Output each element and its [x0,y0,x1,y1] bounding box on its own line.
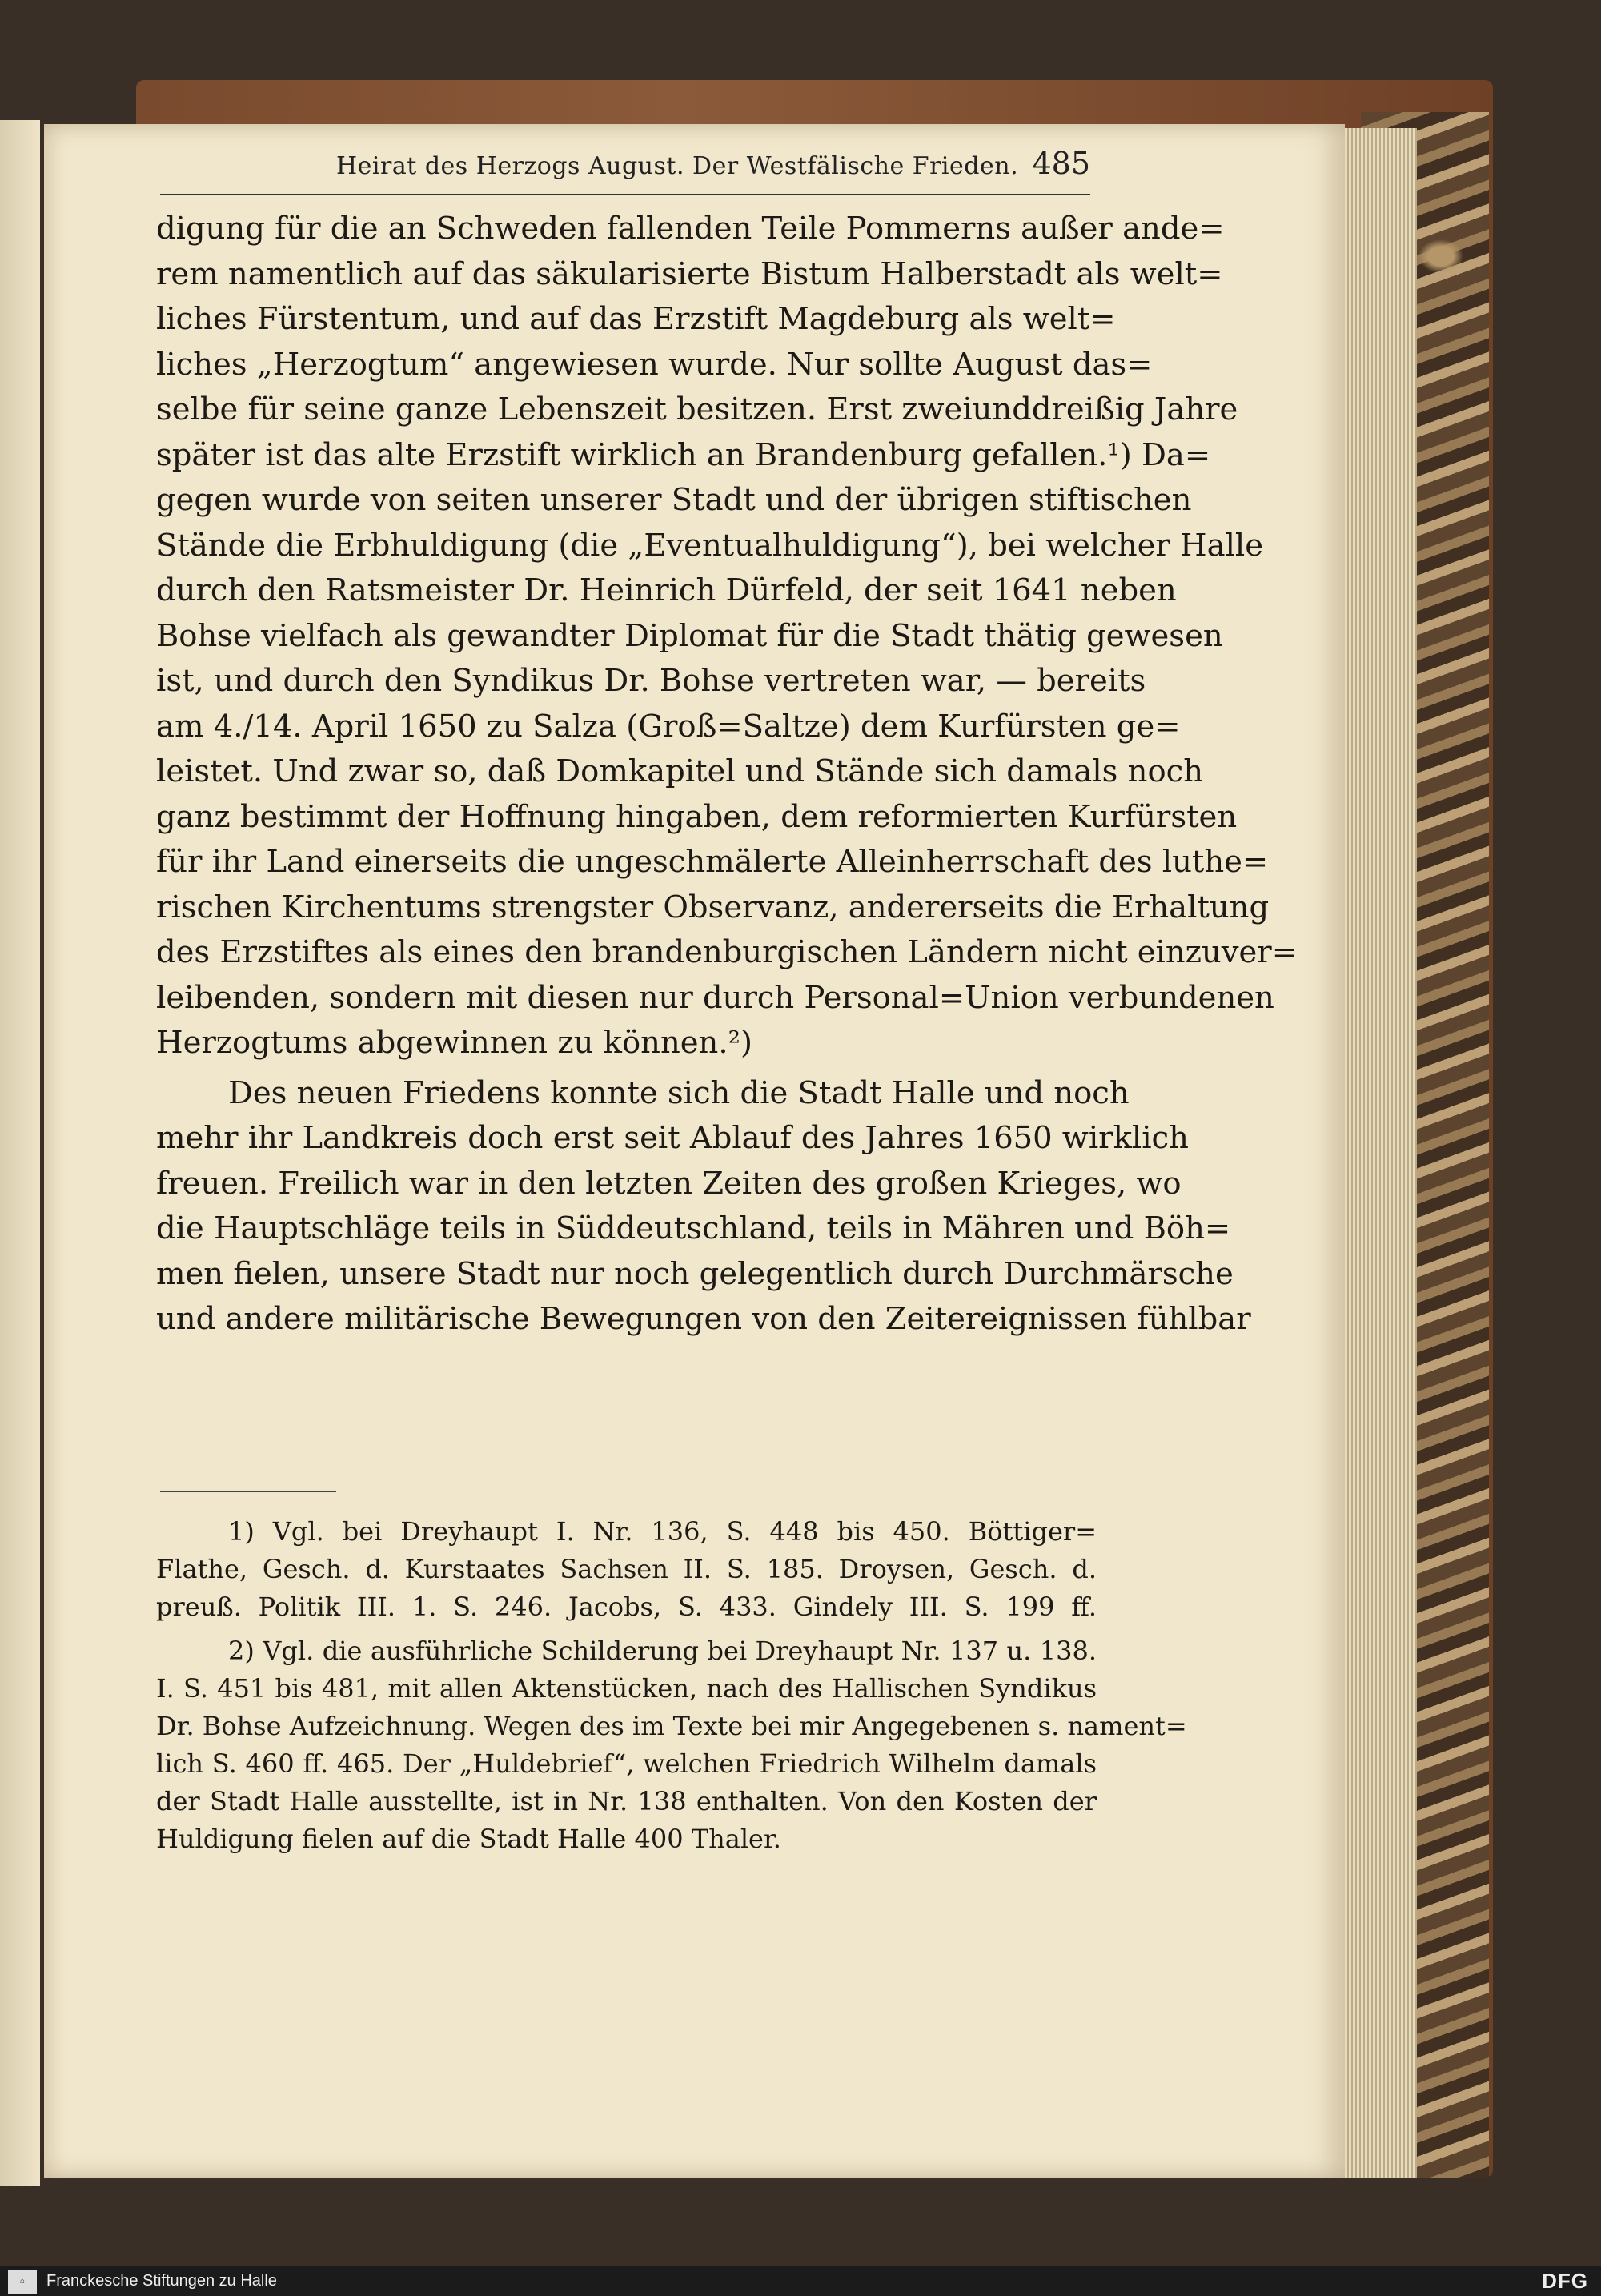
text-line: Des neuen Friedens konnte sich die Stadt Halle und noch [228,1074,1130,1111]
text-line: digung für die an Schweden fallenden Teile Pommerns außer ande= [156,211,1225,247]
paragraph-2 [156,1071,1251,1343]
text-line: rischen Kirchentums strengster Observanz, andererseits die Erhaltung [156,889,1270,925]
text-line: liches „Herzogtum“ angewiesen wurde. Nur sollte August das= [156,346,1153,383]
footnote-line: Dr. Bohse Aufzeichnung. Wegen des im Texte bei mir Angegebenen s. nament= [156,1711,1187,1741]
institution-name: Franckesche Stiftungen zu Halle [46,2272,277,2290]
footnote-line: I. S. 451 bis 481, mit allen Aktenstücken, nach des Hallischen Syndikus [156,1673,1097,1704]
paragraph-1 [156,207,1298,1066]
page-number: 485 [1032,146,1090,181]
text-line: liches Fürstentum, und auf das Erzstift Magdeburg als welt= [156,301,1116,337]
text-line: und andere militärische Bewegungen von den Zeitereignissen fühlbar [156,1301,1251,1337]
footnote-1 [156,1513,1097,1626]
main-text [156,207,1298,1343]
text-line: selbe für seine ganze Lebenszeit besitzen. Erst zweiunddreißig Jahre [156,391,1238,427]
footnote-line: preuß. Politik III. 1. S. 246. Jacobs, S. 433. Gindely III. S. 199 ff. [156,1592,1097,1622]
text-line: die Hauptschläge teils in Süddeutschland, teils in Mähren und Böh= [156,1210,1231,1246]
page-header [160,146,1090,195]
text-line: Bohse vielfach als gewandter Diplomat für die Stadt thätig gewesen [156,617,1223,654]
text-line: leistet. Und zwar so, daß Domkapitel und Stände sich damals noch [156,753,1204,789]
text-line: durch den Ratsmeister Dr. Heinrich Dürfeld, der seit 1641 neben [156,572,1177,608]
text-line: des Erzstiftes als eines den brandenburgischen Ländern nicht einzuver= [156,934,1298,970]
text-line: ganz bestimmt der Hoffnung hingaben, dem reformierten Kurfürsten [156,798,1238,835]
text-line: mehr ihr Landkreis doch erst seit Ablauf des Jahres 1650 wirklich [156,1120,1189,1156]
text-line: leibenden, sondern mit diesen nur durch Personal=Union verbundenen [156,979,1274,1016]
footnote-line: Flathe, Gesch. d. Kurstaates Sachsen II. S. 185. Droysen, Gesch. d. [156,1554,1097,1584]
footnote-line: 2) Vgl. die ausführliche Schilderung bei Dreyhaupt Nr. 137 u. 138. [228,1636,1097,1666]
text-line: men fielen, unsere Stadt nur noch gelegentlich durch Durchmärsche [156,1255,1234,1292]
footnote-2 [156,1632,1187,1858]
footnote-line: Huldigung fielen auf die Stadt Halle 400 Thaler. [156,1824,781,1854]
text-line: ist, und durch den Syndikus Dr. Bohse vertreten war, — bereits [156,663,1146,699]
text-line: Herzogtums abgewinnen zu können.²) [156,1025,753,1061]
footnote-separator [160,1491,336,1492]
institution-logo-icon: ⌂ [8,2270,37,2294]
running-head: Heirat des Herzogs August. Der Westfälische Frieden. [336,152,1019,180]
text-line: gegen wurde von seiten unserer Stadt und der übrigen stiftischen [156,482,1192,518]
facing-page-edge [0,120,40,2186]
dfg-logo: DFG [1542,2269,1588,2293]
footnote-line: lich S. 460 ff. 465. Der „Huldebrief“, welchen Friedrich Wilhelm damals [156,1748,1097,1779]
text-line: für ihr Land einerseits die ungeschmälerte Alleinherrschaft des luthe= [156,844,1269,880]
viewer-footer [0,2266,1601,2296]
footnote-line: 1) Vgl. bei Dreyhaupt I. Nr. 136, S. 448 bis 450. Böttiger= [228,1516,1097,1547]
text-line: rem namentlich auf das säkularisierte Bistum Halberstadt als welt= [156,255,1223,292]
text-line: freuen. Freilich war in den letzten Zeiten des großen Krieges, wo [156,1165,1182,1202]
footnotes [156,1513,1187,1858]
text-line: später ist das alte Erzstift wirklich an Brandenburg gefallen.¹) Da= [156,436,1211,473]
text-line: am 4./14. April 1650 zu Salza (Groß=Saltze) dem Kurfürsten ge= [156,708,1181,745]
page-block-edges [1345,128,1417,2178]
footnote-line: der Stadt Halle ausstellte, ist in Nr. 138 enthalten. Von den Kosten der [156,1786,1097,1816]
text-line: Stände die Erbhuldigung (die „Eventualhuldigung“), bei welcher Halle [156,527,1263,564]
